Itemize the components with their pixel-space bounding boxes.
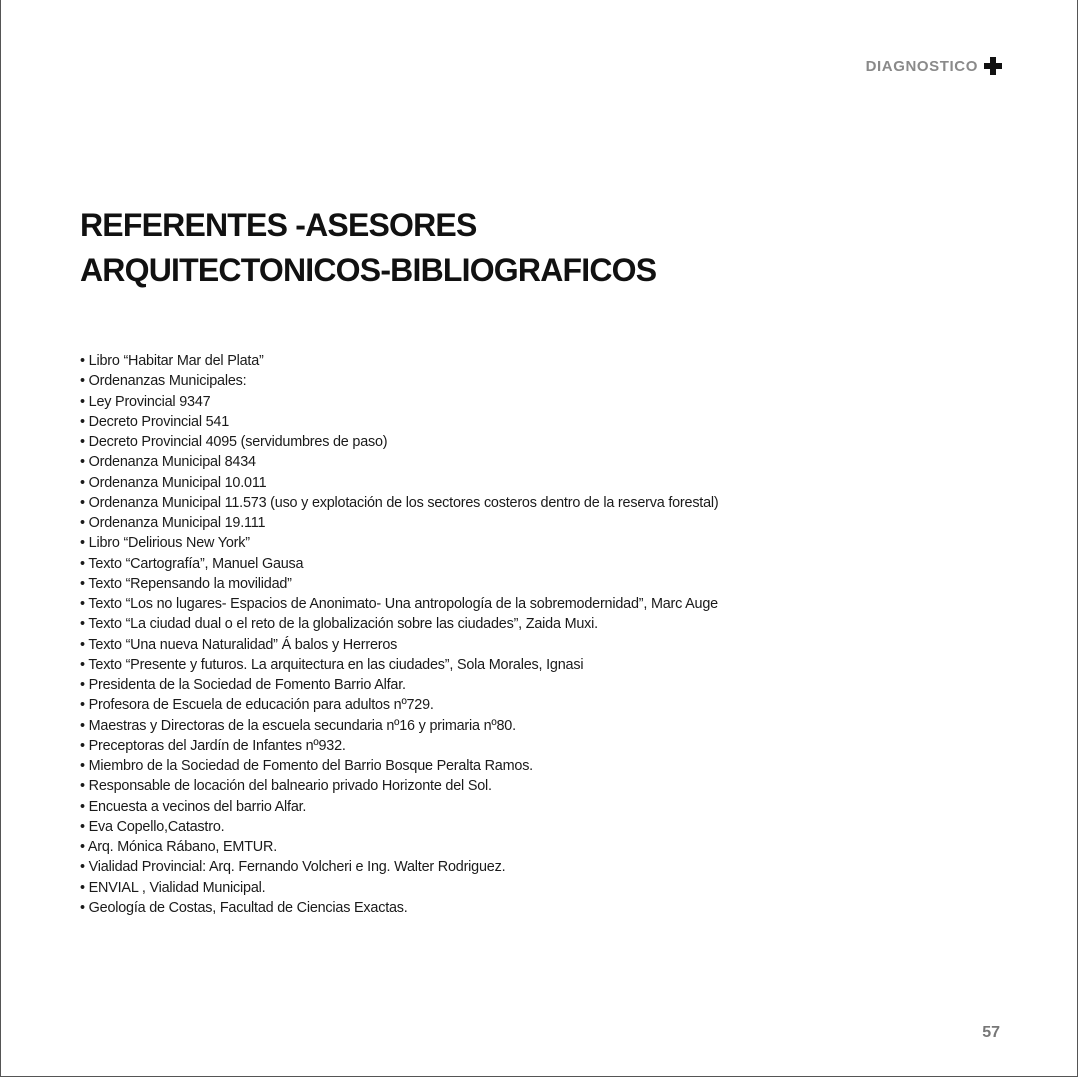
- list-item: • Texto “Presente y futuros. La arquitectura en las ciudades”, Sola Morales, Ignasi: [80, 655, 1000, 675]
- list-item: • Responsable de locación del balneario privado Horizonte del Sol.: [80, 776, 1000, 796]
- list-item: • ENVIAL , Vialidad Municipal.: [80, 878, 1000, 898]
- list-item: • Encuesta a vecinos del barrio Alfar.: [80, 797, 1000, 817]
- list-item: • Libro “Habitar Mar del Plata”: [80, 351, 1000, 371]
- list-item: • Geología de Costas, Facultad de Ciencias Exactas.: [80, 898, 1000, 918]
- list-item: • Decreto Provincial 541: [80, 412, 1000, 432]
- list-item: • Ley Provincial 9347: [80, 392, 1000, 412]
- list-item: • Presidenta de la Sociedad de Fomento Barrio Alfar.: [80, 675, 1000, 695]
- list-item: • Ordenanzas Municipales:: [80, 371, 1000, 391]
- list-item: • Profesora de Escuela de educación para adultos nº729.: [80, 695, 1000, 715]
- list-item: • Texto “Una nueva Naturalidad” Á balos y Herreros: [80, 635, 1000, 655]
- list-item: • Texto “Los no lugares- Espacios de Anonimato- Una antropología de la sobremodernidad”, Marc Auge: [80, 594, 1000, 614]
- page-title: [80, 203, 656, 293]
- page-number: 57: [982, 1024, 1000, 1041]
- list-item: • Texto “La ciudad dual o el reto de la globalización sobre las ciudades”, Zaida Muxi.: [80, 614, 1000, 634]
- list-item: • Eva Copello,Catastro.: [80, 817, 1000, 837]
- list-item: • Miembro de la Sociedad de Fomento del Barrio Bosque Peralta Ramos.: [80, 756, 1000, 776]
- list-item: • Ordenanza Municipal 11.573 (uso y explotación de los sectores costeros dentro de la reserva forestal): [80, 493, 1000, 513]
- list-item: • Texto “Cartografía”, Manuel Gausa: [80, 554, 1000, 574]
- list-item: • Vialidad Provincial: Arq. Fernando Volcheri e Ing. Walter Rodriguez.: [80, 857, 1000, 877]
- page-title-line-1: REFERENTES -ASESORES: [80, 207, 477, 243]
- list-item: • Ordenanza Municipal 19.111: [80, 513, 1000, 533]
- list-item: • Ordenanza Municipal 8434: [80, 452, 1000, 472]
- list-item: • Arq. Mónica Rábano, EMTUR.: [80, 837, 1000, 857]
- list-item: • Ordenanza Municipal 10.011: [80, 473, 1000, 493]
- list-item: • Texto “Repensando la movilidad”: [80, 574, 1000, 594]
- references-list: [80, 351, 1000, 918]
- list-item: • Libro “Delirious New York”: [80, 533, 1000, 553]
- section-label: DIAGNOSTICO: [865, 57, 978, 75]
- list-item: • Decreto Provincial 4095 (servidumbres de paso): [80, 432, 1000, 452]
- list-item: • Preceptoras del Jardín de Infantes nº932.: [80, 736, 1000, 756]
- list-item: • Maestras y Directoras de la escuela secundaria nº16 y primaria nº80.: [80, 716, 1000, 736]
- page-title-line-2: ARQUITECTONICOS-BIBLIOGRAFICOS: [80, 252, 657, 288]
- page-header: [866, 57, 1002, 75]
- plus-icon: [984, 57, 1002, 75]
